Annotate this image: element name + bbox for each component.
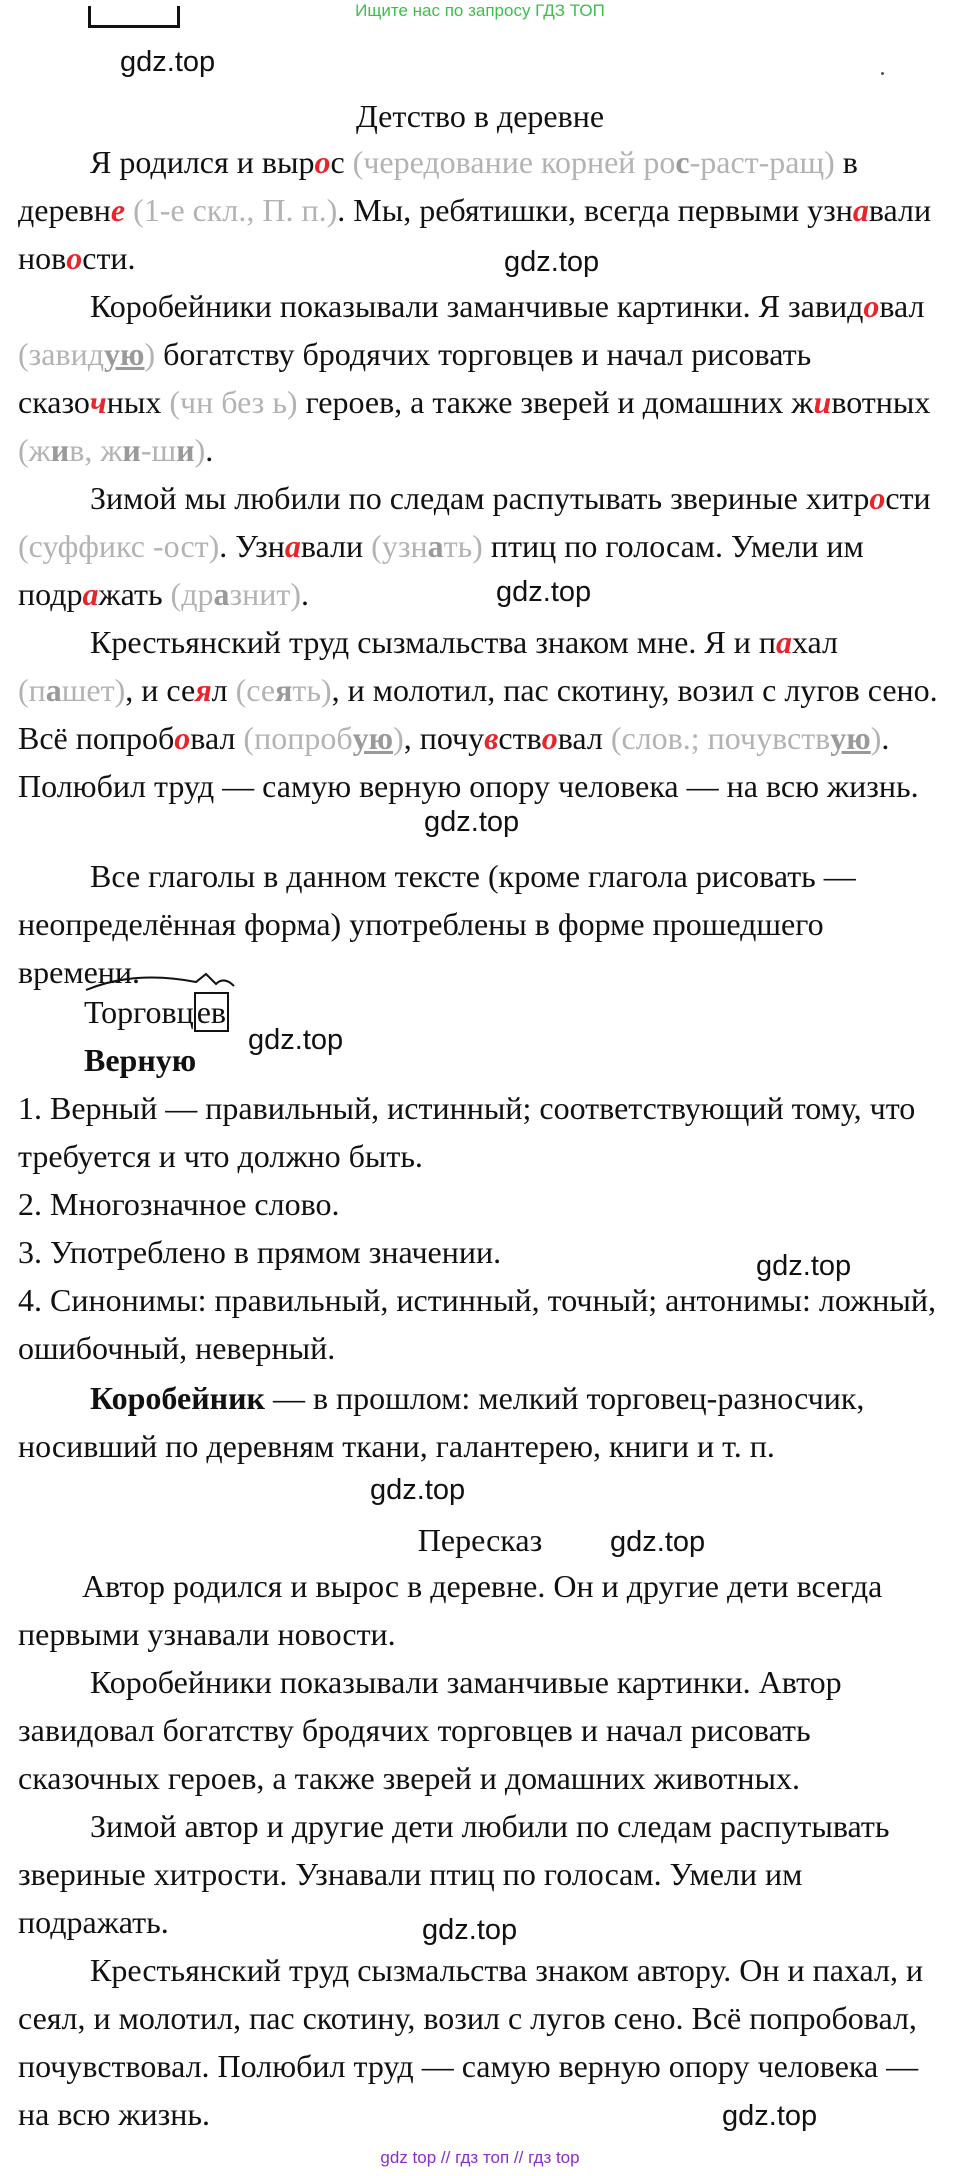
watermark: gdz.top xyxy=(248,1024,344,1056)
watermark: gdz.top xyxy=(722,2100,818,2132)
definition: Коробейник — в прошлом: мелкий торговец-разносчик, носивший по деревням ткани, галантерею, книги и т. п. xyxy=(18,1380,865,1464)
stem-arc xyxy=(84,974,244,994)
paragraph-5: Все глаголы в данном тексте (кроме глагола рисовать — неопределённая форма) употреблены в форме прошедшего времени. xyxy=(18,858,856,990)
word-ending: ев xyxy=(194,992,229,1032)
list-item: 3. Употреблено в прямом значении. xyxy=(18,1234,502,1270)
retelling-paragraph: Коробейники показывали заманчивые картинки. Автор завидовал богатству бродячих торговцев и начал рисовать сказочных героев, а также зверей и домашних животных. xyxy=(18,1664,842,1796)
watermark: gdz.top xyxy=(496,576,592,608)
paragraph-2: Коробейники показывали заманчивые картинки. Я завидовал (завидую) богатству бродячих торговцев и начал рисовать сказочных (чн без ь) героев, а также зверей и домашних животных (жив, жи-ши). xyxy=(18,288,931,468)
watermark: gdz.top xyxy=(422,1914,518,1946)
list-item: 4. Синонимы: правильный, истинный, точный; антонимы: ложный, ошибочный, неверный. xyxy=(18,1282,936,1366)
word-stem: Торговц xyxy=(84,994,194,1030)
retelling-paragraph: Зимой автор и другие дети любили по следам распутывать звериные хитрости. Узнавали птиц по голосам. Умели им подражать. xyxy=(18,1808,890,1940)
top-banner: Ищите нас по запросу ГДЗ ТОП xyxy=(355,1,605,20)
list-item: 2. Многозначное слово. xyxy=(18,1186,340,1222)
footer-links: gdz top // гдз топ // гдз top xyxy=(380,2148,580,2167)
watermark: gdz.top xyxy=(120,46,216,78)
retelling-title: Пересказ xyxy=(417,1522,543,1558)
task-number-box xyxy=(88,6,180,28)
word-heading: Верную xyxy=(84,1042,197,1078)
stray-dot xyxy=(881,72,884,75)
definition-term: Коробейник xyxy=(90,1380,265,1416)
list-item: 1. Верный — правильный, истинный; соответствующий тому, что требуется и что должно быть. xyxy=(18,1090,916,1174)
retelling-paragraph: Автор родился и вырос в деревне. Он и другие дети всегда первыми узнавали новости. xyxy=(18,1568,883,1652)
watermark: gdz.top xyxy=(370,1474,466,1506)
morpheme-parse xyxy=(84,988,229,1036)
watermark: gdz.top xyxy=(504,246,600,278)
page-title: Детство в деревне xyxy=(355,98,605,134)
watermark: gdz.top xyxy=(424,806,520,838)
watermark: gdz.top xyxy=(610,1526,706,1558)
retelling-paragraph: Крестьянский труд сызмальства знаком автору. Он и пахал, и сеял, и молотил, пас скотину, возил с лугов сено. Всё попробовал, почувствовал. Полюбил труд — самую верную опору человека — на всю жизнь. xyxy=(18,1952,924,2132)
paragraph-1: Я родился и вырос (чередование корней рос-раст-ращ) в деревне (1-е скл., П. п.). Мы, ребятишки, всегда первыми узнавали новости. xyxy=(18,144,932,276)
paragraph-4: Крестьянский труд сызмальства знаком мне. Я и пахал (пашет), и сеял (сеять), и молотил, пас скотину, возил с лугов сено. Всё попробовал (попробую), почувствовал (слов.; почувствую). Полюбил труд — самую верную опору человека — на всю жизнь. xyxy=(18,624,938,804)
paragraph-3: Зимой мы любили по следам распутывать звериные хитрости (суффикс -ост). Узнавали (узнать) птиц по голосам. Умели им подражать (дразнит). xyxy=(18,480,931,612)
watermark: gdz.top xyxy=(756,1250,852,1282)
